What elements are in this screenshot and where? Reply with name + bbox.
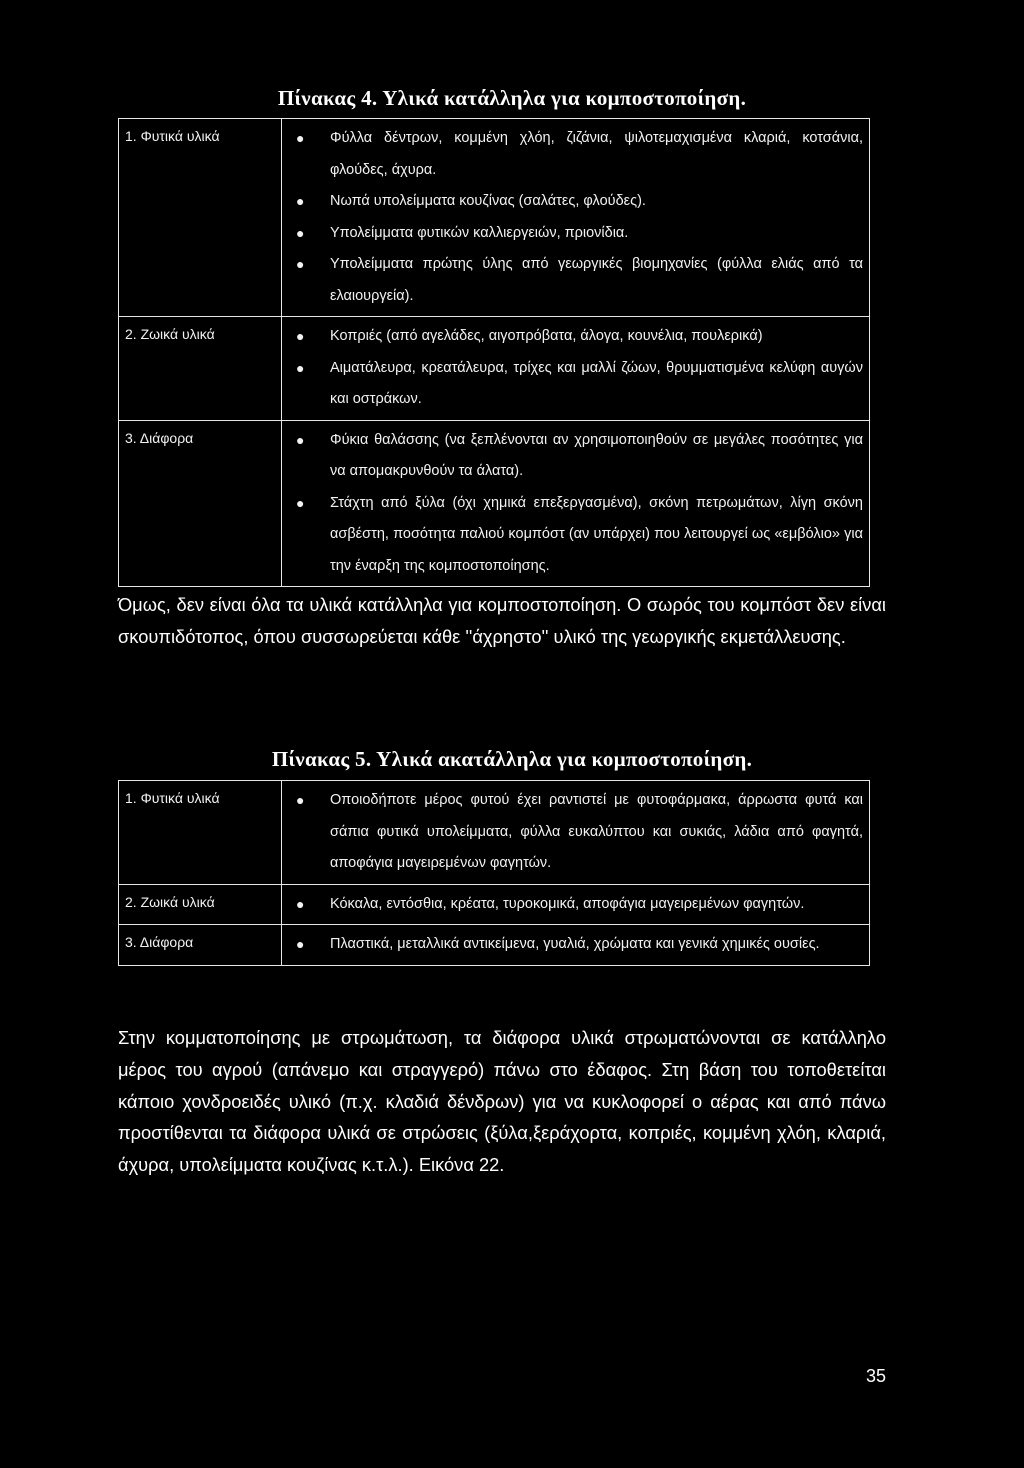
- bullet-icon: ●: [296, 328, 305, 344]
- list-item: ● Στάχτη από ξύλα (όχι χημικά επεξεργασμένα), σκόνη πετρωμάτων, λίγη σκόνη ασβέστη, ποσότητα παλιού κομπόστ (αν υπάρχει) που λειτουργεί ως «εμβόλιο» για την έναρξη της κομποστοποίησης.: [296, 488, 863, 583]
- list-item: ● Φύλλα δέντρων, κομμένη χλόη, ζιζάνια, ψιλοτεμαχισμένα κλαριά, κοτσάνια, φλούδες, άχυρα.: [296, 123, 863, 186]
- items-cell: [282, 420, 870, 587]
- list-item: ● Οποιοδήποτε μέρος φυτού έχει ραντιστεί με φυτοφάρμακα, άρρωστα φυτά και σάπια φυτικά υπολείμματα, φύλλα ευκαλύπτου και συκιάς, λάδια από φαγητά, αποφάγια μαγειρεμένων φαγητών.: [296, 785, 863, 880]
- list-item: ● Κόκαλα, εντόσθια, κρέατα, τυροκομικά, αποφάγια μαγειρεμένων φαγητών.: [296, 889, 863, 921]
- list-item: ● Υπολείμματα πρώτης ύλης από γεωργικές βιομηχανίες (φύλλα ελιάς από τα ελαιουργεία).: [296, 249, 863, 312]
- table-row: [119, 420, 870, 587]
- items-cell: [282, 317, 870, 421]
- table5-title: Πίνακας 5. Υλικά ακατάλληλα για κομποστοποίηση.: [271, 747, 753, 771]
- bullet-icon: ●: [296, 359, 305, 376]
- bullet-icon: ●: [296, 494, 305, 511]
- table-row: [119, 781, 870, 885]
- bullet-icon: ●: [296, 130, 305, 146]
- table-row: [119, 925, 870, 966]
- paragraph-unsuitable-intro: Όμως, δεν είναι όλα τα υλικά κατάλληλα για κομποστοποίηση. Ο σωρός του κομπόστ δεν είναι σκουπιδότοπος, όπου συσσωρεύεται κάθε ''άχρηστο'' υλικό της γεωργικής εκμετάλλευσης.: [118, 594, 886, 647]
- table-row: [119, 884, 870, 925]
- bullet-icon: ●: [296, 256, 305, 272]
- category-cell: 3. Διάφορα: [119, 420, 282, 587]
- category-cell: 3. Διάφορα: [119, 925, 282, 966]
- category-cell: 2. Ζωικά υλικά: [119, 884, 282, 925]
- items-cell: [282, 781, 870, 885]
- list-item: ● Νωπά υπολείμματα κουζίνας (σαλάτες, φλούδες).: [296, 186, 863, 218]
- category-cell: 2. Ζωικά υλικά: [119, 317, 282, 421]
- category-cell: 1. Φυτικά υλικά: [119, 119, 282, 317]
- list-item: ● Φύκια θαλάσσης (να ξεπλένονται αν χρησιμοποιηθούν σε μεγάλες ποσότητες για να απομακρυνθούν τα άλατα).: [296, 425, 863, 488]
- list-item: ● Κοπριές (από αγελάδες, αιγοπρόβατα, άλογα, κουνέλια, πουλερικά): [296, 321, 863, 353]
- bullet-icon: ●: [296, 895, 305, 912]
- table-row: [119, 119, 870, 317]
- page-number: 35: [865, 1366, 886, 1386]
- suitable-materials-table: [118, 118, 870, 587]
- bullet-icon: ●: [296, 431, 305, 448]
- table4-title: Πίνακας 4. Υλικά κατάλληλα για κομποστοποίηση.: [277, 86, 747, 110]
- bullet-icon: ●: [296, 936, 305, 952]
- category-cell: 1. Φυτικά υλικά: [119, 781, 282, 885]
- bullet-icon: ●: [296, 224, 305, 241]
- table-row: [119, 317, 870, 421]
- list-item: ● Αιματάλευρα, κρεατάλευρα, τρίχες και μαλλί ζώων, θρυμματισμένα κελύφη αυγών και οστράκων.: [296, 353, 863, 416]
- items-cell: [282, 119, 870, 317]
- paragraph-layering: Στην κομματοποίησης με στρωμάτωση, τα διάφορα υλικά στρωματώνονται σε κατάλληλο μέρος του αγρού (απάνεμο και στραγγερό) πάνω στο έδαφος. Στη βάση του τοποθετείται κάποιο χονδροειδές υλικό (π.χ. κλαδιά δένδρων) για να κυκλοφορεί ο αέρας και από πάνω προστίθενται τα διάφορα υλικά σε στρώσεις (ξύλα,ξεράχορτα, κοπριές, κομμένη χλόη, κλαριά, άχυρα, υπολείμματα κουζίνας κ.τ.λ.). Εικόνα 22.: [118, 1027, 886, 1176]
- bullet-icon: ●: [296, 193, 305, 209]
- unsuitable-materials-table: [118, 780, 870, 966]
- items-cell: [282, 884, 870, 925]
- list-item: ● Πλαστικά, μεταλλικά αντικείμενα, γυαλιά, χρώματα και γενικά χημικές ουσίες.: [296, 929, 863, 961]
- list-item: ● Υπολείμματα φυτικών καλλιεργειών, πριονίδια.: [296, 218, 863, 250]
- bullet-icon: ●: [296, 792, 305, 808]
- items-cell: [282, 925, 870, 966]
